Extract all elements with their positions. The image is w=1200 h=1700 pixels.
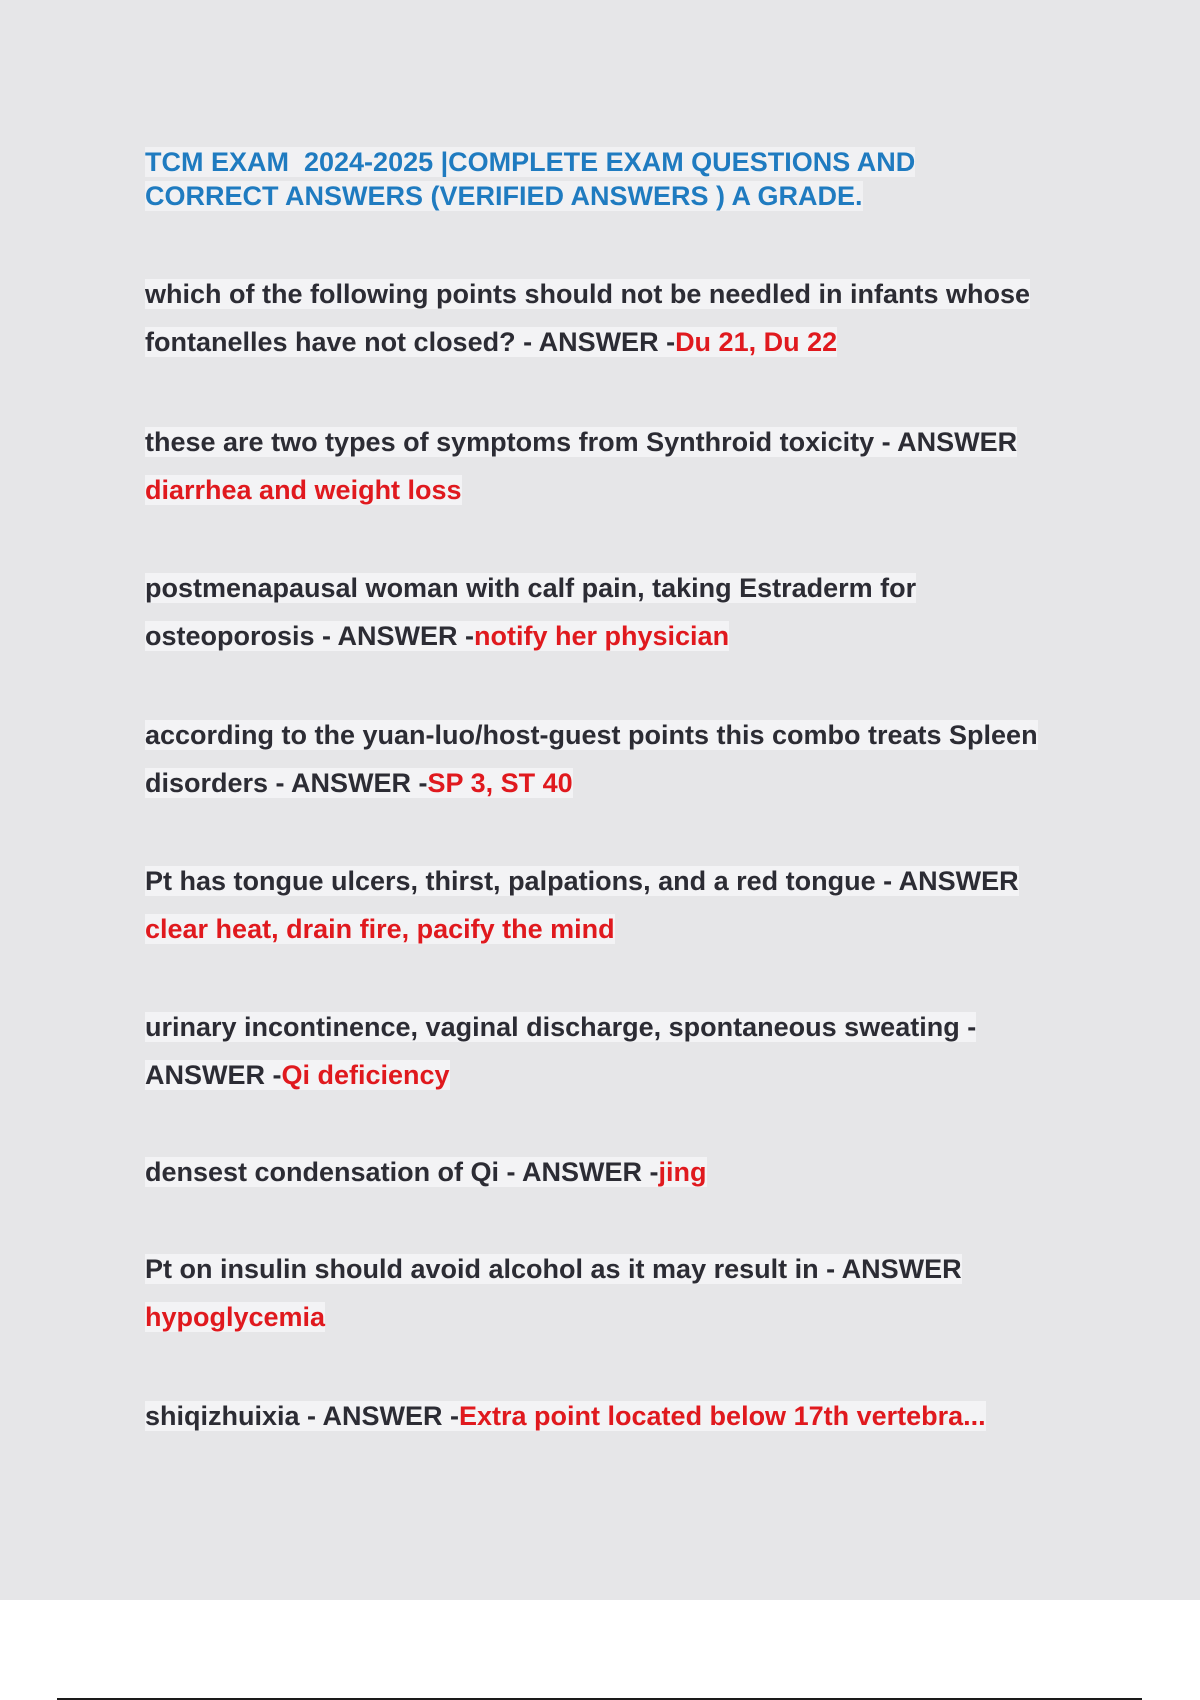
question-text: which of the following points should not be needled in infants whose fontanelles have not closed? - ANSWER - — [145, 279, 1030, 357]
question-text: urinary incontinence, vaginal discharge, spontaneous sweating - ANSWER - — [145, 1012, 977, 1090]
answer-text: Du 21, Du 22 — [675, 327, 838, 357]
answer-text: hypoglycemia — [145, 1302, 326, 1332]
answer-text: notify her physician — [474, 621, 730, 651]
answer-text: clear heat, drain fire, pacify the mind — [145, 914, 615, 944]
answer-text: jing — [658, 1157, 707, 1187]
answer-text: SP 3, ST 40 — [427, 768, 573, 798]
answer-text: Qi deficiency — [281, 1060, 450, 1090]
document-title — [145, 145, 1045, 213]
qa-item-8 — [145, 1245, 1085, 1341]
question-text: according to the yuan-luo/host-guest points this combo treats Spleen disorders - ANSWER - — [145, 720, 1038, 798]
qa-item-9 — [145, 1392, 1085, 1440]
question-text: postmenapausal woman with calf pain, taking Estraderm for osteoporosis - ANSWER - — [145, 573, 917, 651]
title-line-1: TCM EXAM 2024-2025 |COMPLETE EXAM QUESTIONS AND — [145, 147, 916, 177]
question-text: Pt has tongue ulcers, thirst, palpations, and a red tongue - ANSWER — [145, 866, 1019, 896]
answer-text: Extra point located below 17th vertebra... — [459, 1401, 986, 1431]
qa-item-1 — [145, 270, 1085, 366]
qa-item-3 — [145, 564, 1085, 660]
qa-item-4 — [145, 711, 1085, 807]
qa-item-2 — [145, 418, 1085, 514]
question-text: densest condensation of Qi - ANSWER - — [145, 1157, 659, 1187]
answer-text: diarrhea and weight loss — [145, 475, 462, 505]
title-line-2: CORRECT ANSWERS (VERIFIED ANSWERS ) A GRADE. — [145, 181, 863, 211]
question-text: Pt on insulin should avoid alcohol as it may result in - ANSWER — [145, 1254, 962, 1284]
qa-item-6 — [145, 1003, 1085, 1099]
qa-item-5 — [145, 857, 1085, 953]
question-text: these are two types of symptoms from Synthroid toxicity - ANSWER — [145, 427, 1018, 457]
question-text: shiqizhuixia - ANSWER - — [145, 1401, 460, 1431]
qa-item-7 — [145, 1148, 1085, 1196]
